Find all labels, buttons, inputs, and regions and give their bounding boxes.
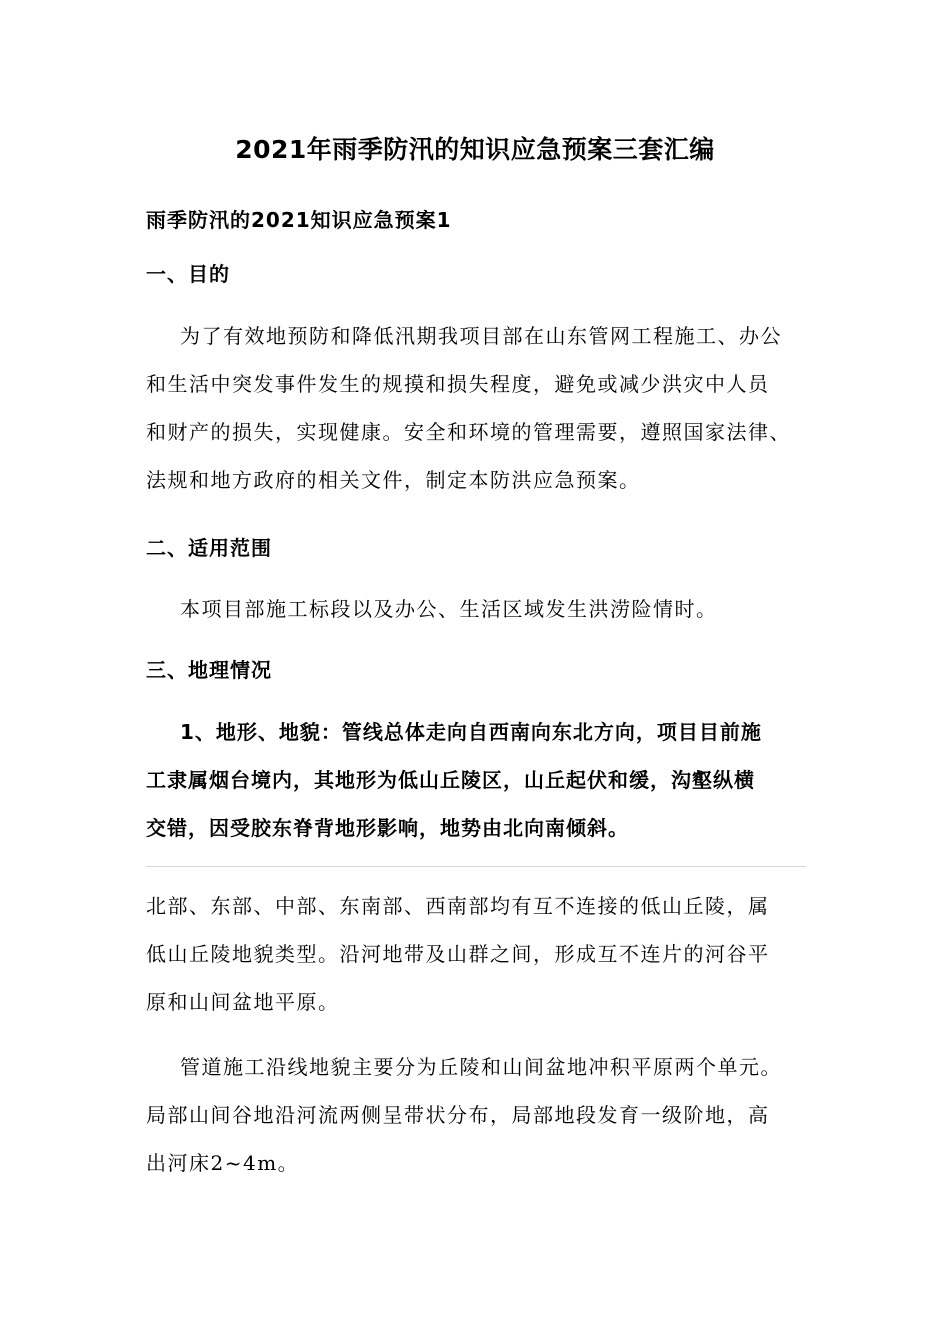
- section-heading-geography: 三、地理情况: [146, 658, 272, 682]
- paragraph-line: 1、地形、地貌：管线总体走向自西南向东北方向，项目目前施: [180, 720, 762, 744]
- paragraph-line: 为了有效地预防和降低汛期我项目部在山东管网工程施工、办公: [180, 324, 782, 348]
- paragraph-line: 法规和地方政府的相关文件，制定本防洪应急预案。: [146, 468, 641, 492]
- paragraph-line: 和生活中突发事件发生的规摸和损失程度，避免或减少洪灾中人员: [146, 372, 770, 396]
- paragraph-line: 交错，因受胶东脊背地形影响，地势由北向南倾斜。: [146, 816, 629, 840]
- section-purpose-paragraph: [146, 312, 806, 504]
- paragraph-line: 低山丘陵地貌类型。沿河地带及山群之间，形成互不连片的河谷平: [146, 942, 770, 966]
- paragraph-line: 出河床2~4m。: [146, 1151, 300, 1175]
- paragraph-line: 原和山间盆地平原。: [146, 990, 340, 1014]
- section-geography-terrain-paragraph: [146, 708, 806, 852]
- section-geography-paragraph-2: [146, 1043, 806, 1187]
- paragraph-line: 管道施工沿线地貌主要分为丘陵和山间盆地冲积平原两个单元。: [180, 1055, 782, 1079]
- paragraph-line: 北部、东部、中部、东南部、西南部均有互不连接的低山丘陵，属: [146, 894, 770, 918]
- section-scope-paragraph: 本项目部施工标段以及办公、生活区域发生洪涝险情时。: [180, 597, 718, 621]
- document-subtitle: 雨季防汛的2021知识应急预案1: [146, 208, 452, 232]
- paragraph-line: 工隶属烟台境内，其地形为低山丘陵区，山丘起伏和缓，沟壑纵横: [146, 768, 755, 792]
- paragraph-line: 局部山间谷地沿河流两侧呈带状分布，局部地段发育一级阶地，高: [146, 1103, 770, 1127]
- paragraph-line: 和财产的损失，实现健康。安全和环境的管理需要，遵照国家法律、: [146, 420, 791, 444]
- section-heading-purpose: 一、目的: [146, 262, 230, 286]
- section-geography-paragraph-1: [146, 882, 806, 1026]
- document-title: 2021年雨季防汛的知识应急预案三套汇编: [235, 135, 715, 164]
- page-divider: [146, 866, 806, 867]
- section-heading-scope: 二、适用范围: [146, 536, 272, 560]
